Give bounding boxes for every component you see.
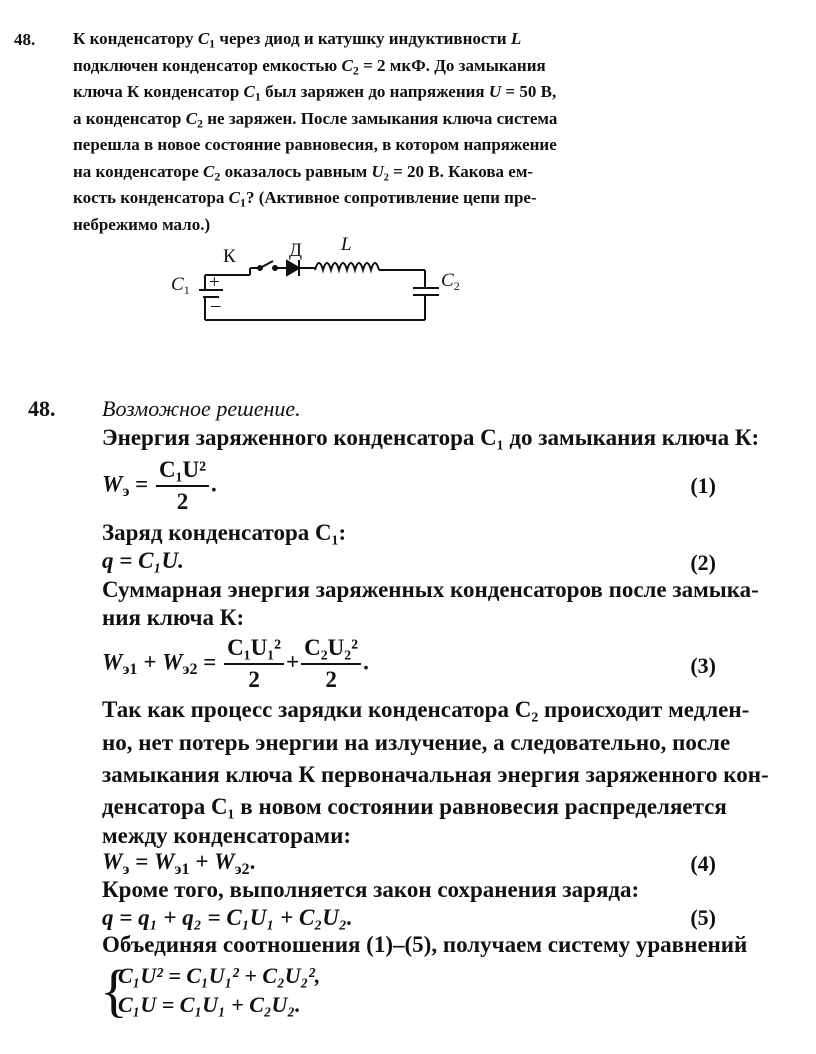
equation-1-tag: (1) [690, 473, 716, 498]
solution-text-3a: Суммарная энергия заряженных конденсаторов после замыка- [102, 577, 759, 602]
problem-number: 48. [14, 30, 36, 49]
equation-3-tag: (3) [690, 653, 716, 678]
problem-line: ключа К конденсатор $C_1$ был заряжен до напряжения U = 50 В, [73, 82, 557, 104]
system-brace: { [100, 958, 128, 1023]
key-blade [260, 261, 273, 268]
diode-label: Д [289, 240, 302, 261]
equation-4-tag: (4) [690, 851, 716, 876]
solution-text-2: Заряд конденсатора C₁: [102, 520, 347, 545]
solution-heading: Возможное решение. [102, 396, 301, 421]
inductor-coil [315, 263, 379, 270]
equation-4: $W_э = W_{э1} + W_{э2}$. [102, 849, 256, 878]
key-label: К [223, 246, 236, 267]
system-equation-2: C₁U = C₁U₁ + C₂U₂. [118, 992, 301, 1017]
solution-para-1: Так как процесс зарядки конденсатора C₂ происходит медлен- [102, 697, 750, 722]
solution-para-2: но, нет потерь энергии на излучение, а следовательно, после [102, 730, 731, 755]
solution-text-6: Объединяя соотношения (1)–(5), получаем систему уравнений [102, 932, 748, 957]
c1-minus: – [211, 295, 221, 316]
problem-text [73, 26, 573, 238]
problem-line: а конденсатор $C_2$ не заряжен. После замыкания ключа система [73, 108, 558, 131]
c2-label: $C_2$ [441, 270, 460, 293]
inductor-label: L [341, 234, 352, 255]
equation-5: q = q₁ + q₂ = C₁U₁ + C₂U₂. [102, 905, 353, 930]
equation-3: $W_{э1} + W_{э2}$ = $\frac{\text{C₁U₁²}}{2}$ + $\frac{\text{C₂U₂²}}{2}$ . [102, 635, 369, 692]
solution-para-4: денсатора C₁ в новом состоянии равновесия распределяется [102, 794, 727, 819]
problem-line: на конденсаторе $C_2$ оказалось равным U₂ = 20 В. Какова ем- [73, 161, 534, 184]
equation-2-tag: (2) [690, 550, 716, 575]
equation-1: $W_э$ = $\frac{\text{C₁U²}}{2}$ . [102, 457, 217, 514]
key-contact-right [273, 266, 277, 270]
equation-2: q = C₁U. [102, 548, 184, 573]
c1-plus: + [209, 272, 220, 293]
diode-triangle [287, 261, 299, 275]
c1-label: $C_1$ [171, 274, 190, 297]
circuit-diagram [165, 228, 475, 333]
solution-para-5: между конденсаторами: [102, 823, 351, 848]
solution-para-3: замыкания ключа К первоначальная энергия заряженного кон- [102, 762, 769, 787]
solution-text-1: Энергия заряженного конденсатора C₁ до замыкания ключа К: [102, 425, 760, 450]
solution-text-3b: ния ключа К: [102, 605, 245, 630]
solution-text-5: Кроме того, выполняется закон сохранения заряда: [102, 877, 640, 902]
problem-line: кость конденсатора $C_1$? (Активное сопротивление цепи пре- [73, 188, 537, 210]
problem-line: подключен конденсатор емкостью $C_2 = 2$ мкФ. До замыкания [73, 55, 546, 78]
solution-number: 48. [28, 396, 56, 421]
equation-5-tag: (5) [690, 905, 716, 930]
problem-line: небрежимо мало.) [73, 214, 211, 234]
problem-line: К конденсатору $C_1$ через диод и катушку индуктивности L [73, 29, 522, 51]
system-equation-1: C₁U² = C₁U₁² + C₂U₂², [118, 963, 321, 988]
problem-line: перешла в новое состояние равновесия, в котором напряжение [73, 135, 557, 154]
